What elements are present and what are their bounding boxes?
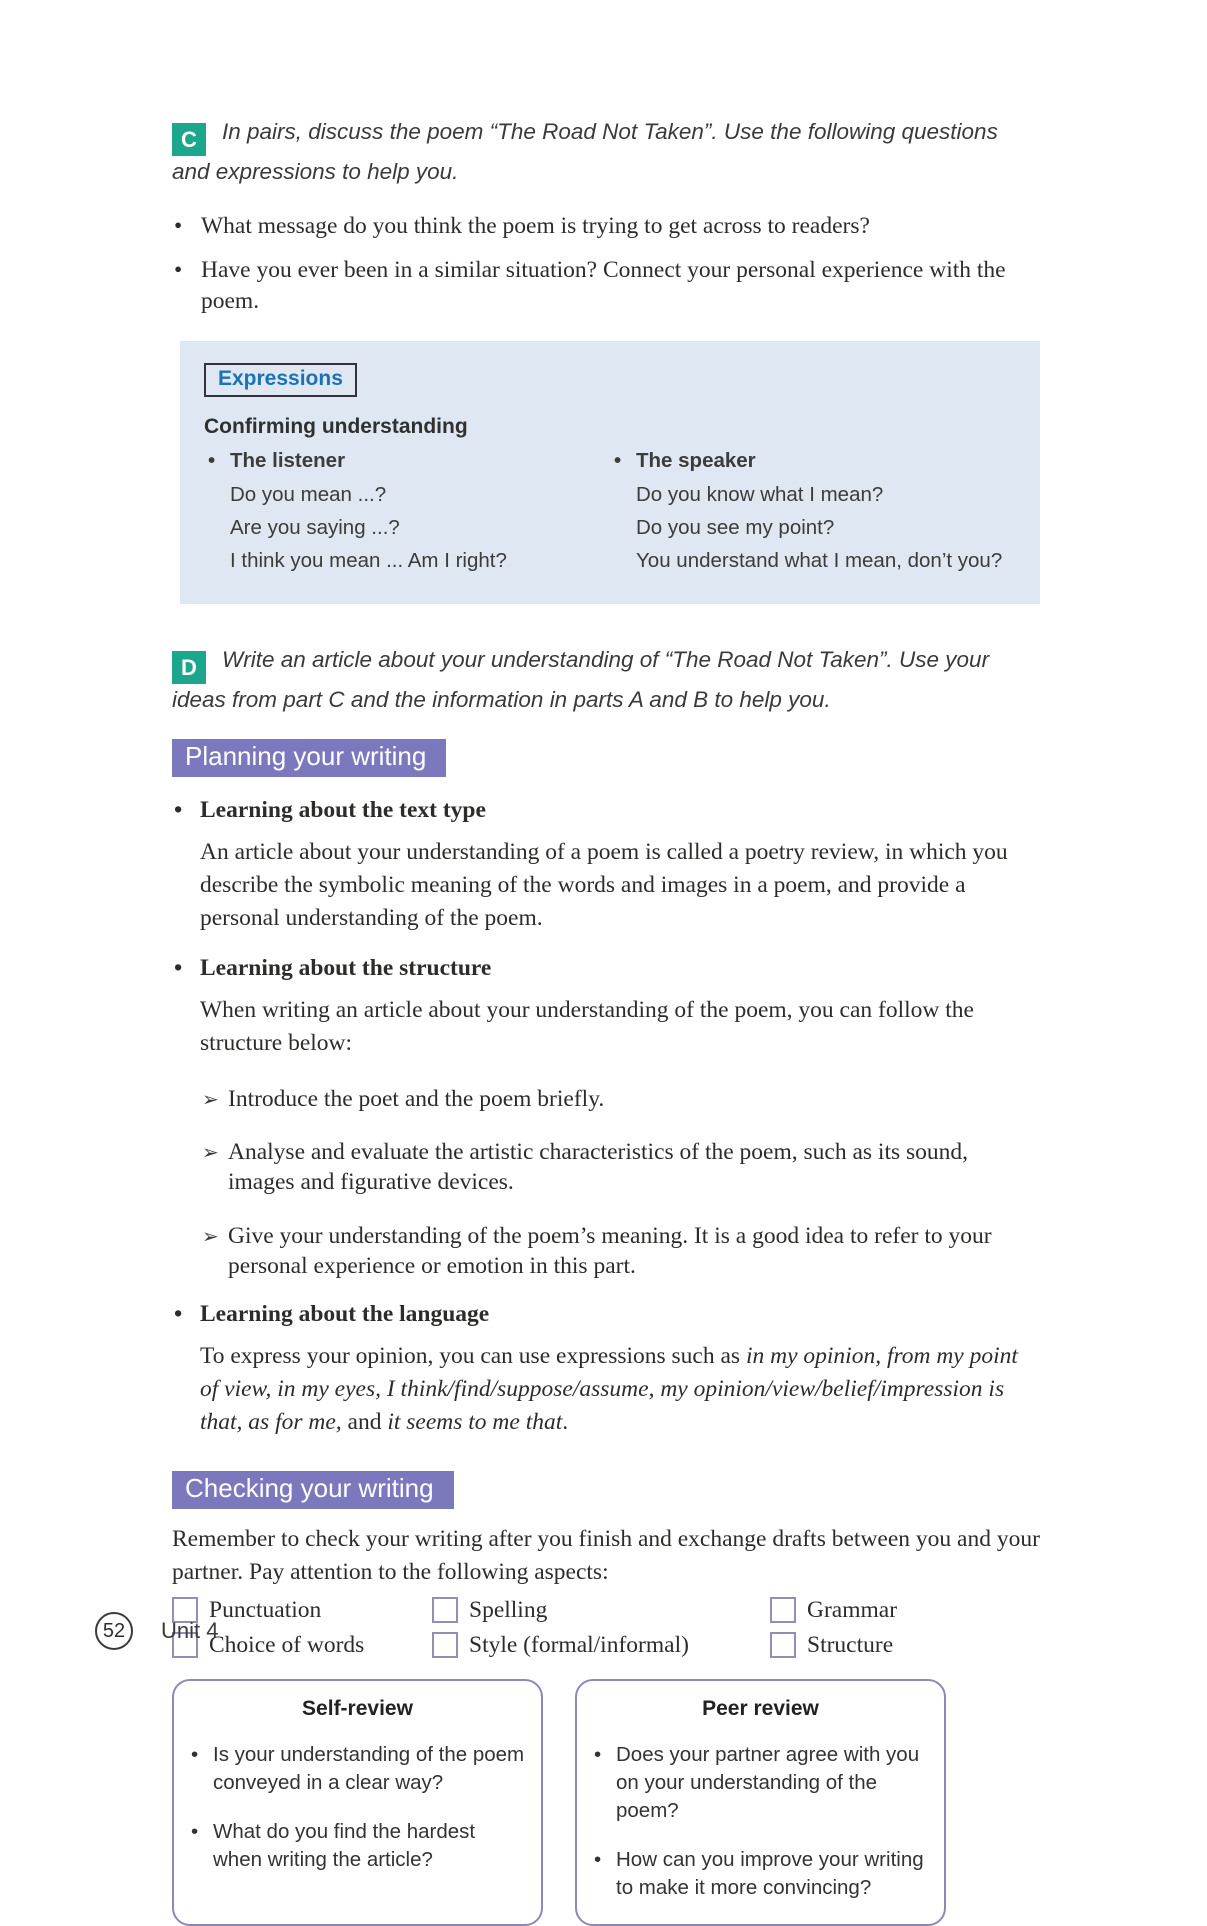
paragraph-segment-italic: it seems to me that [387,1408,563,1435]
paragraph-segment: and [341,1408,388,1435]
section-d-badge: D [172,651,206,684]
paragraph-segment: To express your opinion, you can use expressions such as [200,1342,746,1369]
bullet-icon [191,1741,198,1769]
unit-label: Unit 4 [161,1618,219,1643]
checkbox[interactable] [432,1597,458,1623]
bullet-icon [174,211,182,242]
review-question [190,1818,525,1874]
structure-step [172,1084,1040,1114]
checkbox[interactable] [432,1632,458,1658]
learn-paragraph: An article about your understanding of a poem is called a poetry review, in which you describe the symbolic meaning of the words and images in a poem, and provide a personal understanding of the poem. [200,839,1008,931]
checklist-item-style [432,1632,770,1659]
review-question [593,1846,928,1902]
learn-heading [172,955,1040,982]
expression-line: I think you mean ... Am I right? [230,549,507,572]
review-title: Self-review [302,1696,413,1720]
planning-banner: Planning your writing [172,739,446,777]
checklist [172,1597,1040,1659]
checkbox[interactable] [770,1597,796,1623]
column-title-text: The speaker [636,449,756,472]
paragraph-segment-italic: in my opinion, from my point of view, in my eyes, I think/find/suppose/assume, my opinion/view/belief/impression is that, as for me, [200,1342,1018,1435]
expression-line: Do you know what I mean? [636,483,884,506]
bullet-icon [174,797,182,824]
learn-paragraph [172,1340,1040,1439]
bullet-icon [594,1741,601,1769]
bullet-icon [208,449,215,473]
structure-step [172,1137,1040,1197]
peer-review-box [575,1679,946,1926]
section-d-instruction [172,644,1040,715]
bullet-icon [174,955,182,982]
checking-banner: Checking your writing [172,1471,454,1509]
bullet-icon [191,1818,198,1846]
learn-heading [172,1301,1040,1328]
learn-heading-text: Learning about the structure [200,955,492,981]
list-item [172,255,1040,317]
column-title [610,449,1016,473]
bullet-icon [614,449,621,473]
page-footer [95,1612,218,1650]
review-question-text: Does your partner agree with you on your understanding of the poem? [616,1743,920,1822]
learn-paragraph: When writing an article about your understanding of the poem, you can follow the structure below: [200,997,974,1056]
page-number-badge: 52 [95,1612,133,1650]
review-title: Peer review [702,1696,819,1720]
listener-column [204,449,610,580]
review-question-text: How can you improve your writing to make it more convincing? [616,1847,924,1899]
structure-step [172,1221,1040,1281]
arrow-bullet-icon [202,1221,219,1252]
checkbox-label: Structure [807,1631,894,1658]
checklist-item-structure [770,1632,1040,1659]
self-review-box [172,1679,543,1926]
review-question [190,1741,525,1797]
review-question-text: Is your understanding of the poem conveyed in a clear way? [213,1743,525,1794]
learn-heading-text: Learning about the language [200,1300,490,1327]
arrow-bullet-icon [202,1137,219,1168]
section-d-instruction-text: Write an article about your understanding of “The Road Not Taken”. Use your ideas from part C and the information in parts A and B to help you. [172,647,990,712]
learn-item-text-type [172,797,1040,935]
checking-intro: Remember to check your writing after you finish and exchange drafts between you and your partner. Pay attention to the following aspects: [172,1525,1040,1585]
learn-heading [172,797,1040,824]
bullet-icon [174,255,182,286]
expression-line: Do you see my point? [636,516,835,539]
expression-line: Do you mean ...? [230,483,387,506]
checkbox-label: Grammar [807,1596,898,1623]
column-title-text: The listener [230,449,346,472]
structure-steps [172,1084,1040,1281]
section-c-badge: C [172,123,206,156]
expressions-columns [204,449,1016,580]
column-title [204,449,610,473]
expressions-panel [180,341,1040,604]
expression-line: You understand what I mean, don’t you? [636,549,1003,572]
bullet-icon [174,1301,182,1328]
section-c [172,116,1040,317]
bullet-icon [594,1846,601,1874]
checklist-item-grammar [770,1597,1040,1624]
learn-heading-text: Learning about the text type [200,797,486,823]
checkbox-label: Spelling [469,1596,548,1623]
section-c-instruction [172,116,1040,187]
section-c-question-list [172,211,1040,317]
learn-item-structure [172,955,1040,1281]
arrow-bullet-icon [202,1084,219,1115]
review-question [593,1741,928,1825]
list-item [172,211,1040,242]
expression-line: Are you saying ...? [230,516,400,539]
review-boxes [172,1679,1040,1926]
page-content [172,116,1040,1926]
section-c-instruction-text: In pairs, discuss the poem “The Road Not Taken”. Use the following questions and expressions to help you. [172,119,998,184]
review-question-text: What do you find the hardest when writing the article? [213,1819,476,1871]
question-text: Have you ever been in a similar situation? Connect your personal experience with the poem. [201,257,1006,314]
expressions-label: Expressions [204,363,357,397]
checkbox-label: Choice of words [209,1631,365,1658]
section-d [172,644,1040,715]
question-text: What message do you think the poem is trying to get across to readers? [201,213,870,239]
checkbox-label: Punctuation [209,1596,322,1623]
checkbox-label: Style (formal/informal) [469,1631,689,1658]
structure-step-text: Introduce the poet and the poem briefly. [228,1085,605,1112]
expressions-heading: Confirming understanding [204,415,468,438]
checkbox[interactable] [770,1632,796,1658]
structure-step-text: Analyse and evaluate the artistic characteristics of the poem, such as its sound, images and figurative devices. [228,1139,969,1195]
paragraph-segment: . [562,1408,569,1435]
structure-step-text: Give your understanding of the poem’s meaning. It is a good idea to refer to your personal experience or emotion in this part. [228,1222,992,1279]
speaker-column [610,449,1016,580]
checklist-item-spelling [432,1597,770,1624]
learn-item-language [172,1301,1040,1439]
